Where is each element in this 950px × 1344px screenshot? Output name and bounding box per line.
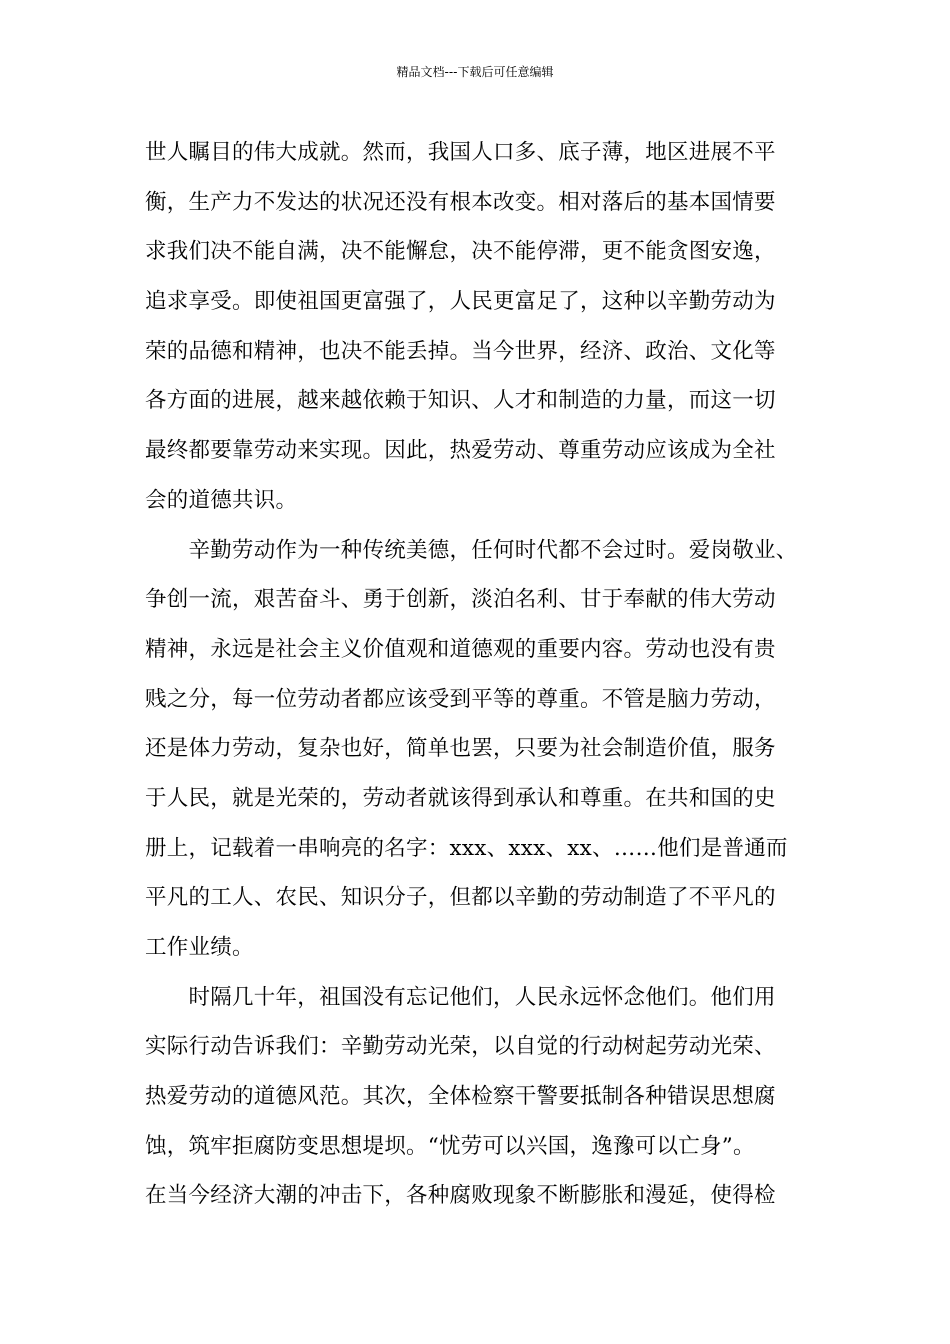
text-line: 时隔几十年，祖国没有忘记他们，人民永远怀念他们。他们用 <box>145 984 776 1010</box>
text-line: 辛勤劳动作为一种传统美德，任何时代都不会过时。爱岗敬业、 <box>145 537 798 563</box>
text-line: 会的道德共识。 <box>145 487 298 513</box>
text-line: 各方面的进展，越来越依赖于知识、人才和制造的力量，而这一切 <box>145 388 776 414</box>
text-line: 求我们决不能自满，决不能懈怠，决不能停滞，更不能贪图安逸， <box>145 239 776 265</box>
text-line: 世人瞩目的伟大成就。然而，我国人口多、底子薄，地区进展不平 <box>145 140 776 165</box>
text-line: 争创一流，艰苦奋斗、勇于创新，淡泊名利、甘于奉献的伟大劳动 <box>145 587 776 613</box>
document-body <box>145 128 815 1221</box>
text-line: 在当今经济大潮的冲击下，各种腐败现象不断膨胀和漫延，使得检 <box>145 1183 776 1209</box>
text-line: 热爱劳动的道德风范。其次，全体检察干警要抵制各种错误思想腐 <box>145 1084 776 1110</box>
text-line: 册上，记载着一串响亮的名字：xxx、xxx、xx、……他们是普通而 <box>145 835 788 861</box>
page-header: 精品文档---下载后可任意编辑 <box>396 65 554 79</box>
text-line: 于人民，就是光荣的，劳动者就该得到承认和尊重。在共和国的史 <box>145 785 776 811</box>
text-line: 蚀，筑牢拒腐防变思想堤坝。“忧劳可以兴国，逸豫可以亡身”。 <box>145 1133 755 1159</box>
text-line: 平凡的工人、农民、知识分子，但都以辛勤的劳动制造了不平凡的 <box>145 885 776 911</box>
text-line: 工作业绩。 <box>145 935 254 960</box>
text-line: 荣的品德和精神，也决不能丢掉。当今世界，经济、政治、文化等 <box>145 338 776 364</box>
text-line: 衡，生产力不发达的状况还没有根本改变。相对落后的基本国情要 <box>145 189 776 215</box>
text-line: 还是体力劳动，复杂也好，简单也罢，只要为社会制造价值，服务 <box>145 736 776 762</box>
text-line: 最终都要靠劳动来实现。因此，热爱劳动、尊重劳动应该成为全社 <box>145 438 776 464</box>
text-line: 精神，永远是社会主义价值观和道德观的重要内容。劳动也没有贵 <box>145 636 776 662</box>
text-line: 追求享受。即使祖国更富强了，人民更富足了，这种以辛勤劳动为 <box>145 289 776 315</box>
text-line: 贱之分，每一位劳动者都应该受到平等的尊重。不管是脑力劳动， <box>145 686 776 712</box>
text-line: 实际行动告诉我们：辛勤劳动光荣，以自觉的行动树起劳动光荣、 <box>145 1034 776 1060</box>
